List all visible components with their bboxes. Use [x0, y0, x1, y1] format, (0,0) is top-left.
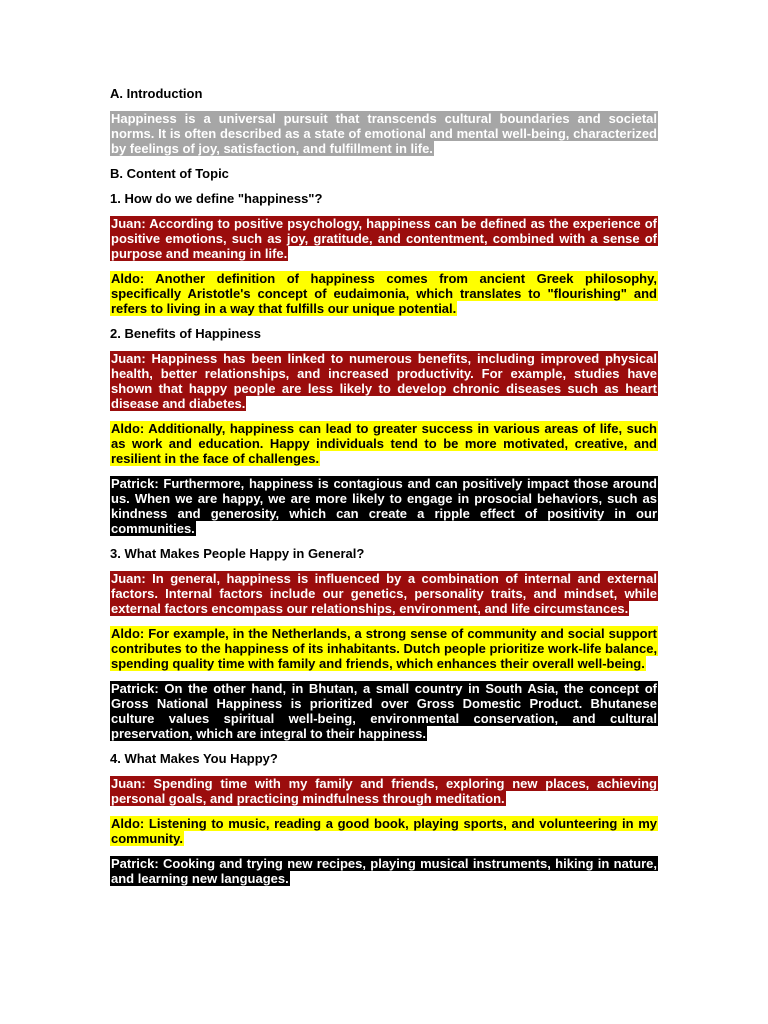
- aldo-text: Aldo: Listening to music, reading a good book, playing sports, and volunteering in my community.: [111, 816, 657, 846]
- patrick-text: Patrick: Furthermore, happiness is contagious and can positively impact those around us. When we are happy, we are more likely to engage in prosocial behaviors, such as kindness and generosity, which can create a ripple effect of positivity in our communities.: [111, 476, 657, 536]
- section-2-juan: [110, 351, 658, 411]
- section-3-heading: 3. What Makes People Happy in General?: [110, 546, 365, 561]
- document-page: [110, 86, 658, 896]
- aldo-text: Aldo: Another definition of happiness comes from ancient Greek philosophy, specifically Aristotle's concept of eudaimonia, which translates to "flourishing" and refers to living in a way that fulfills our unique potential.: [111, 271, 657, 316]
- section-4-juan: [110, 776, 658, 806]
- section-1-juan: [110, 216, 658, 261]
- juan-text: Juan: In general, happiness is influenced by a combination of internal and external factors. Internal factors include our genetics, personality traits, and mindset, while external factors encompass our relationships, environment, and life circumstances.: [111, 571, 657, 616]
- juan-text: Juan: According to positive psychology, happiness can be defined as the experience of positive emotions, such as joy, gratitude, and contentment, combined with a sense of purpose and meaning in life.: [111, 216, 657, 261]
- section-2-heading: 2. Benefits of Happiness: [110, 326, 261, 341]
- section-4-patrick: [110, 856, 658, 886]
- patrick-text: Patrick: On the other hand, in Bhutan, a small country in South Asia, the concept of Gross National Happiness is prioritized over Gross Domestic Product. Bhutanese culture values spiritual well-being, environmental conservation, and cultural preservation, which are integral to their happiness.: [111, 681, 657, 741]
- aldo-text: Aldo: Additionally, happiness can lead to greater success in various areas of life, such as work and education. Happy individuals tend to be more motivated, creative, and resilient in the face of challenges.: [111, 421, 657, 466]
- section-2-aldo: [110, 421, 658, 466]
- section-1-aldo: [110, 271, 658, 316]
- juan-text: Juan: Spending time with my family and friends, exploring new places, achieving personal goals, and practicing mindfulness through meditation.: [111, 776, 657, 806]
- intro-text: Happiness is a universal pursuit that transcends cultural boundaries and societal norms. It is often described as a state of emotional and mental well-being, characterized by feelings of joy, satisfaction, and fulfillment in life.: [111, 111, 657, 156]
- section-3-aldo: [110, 626, 658, 671]
- section-4-aldo: [110, 816, 658, 846]
- section-4-heading: 4. What Makes You Happy?: [110, 751, 278, 766]
- intro-heading: A. Introduction: [110, 86, 203, 101]
- intro-paragraph: [110, 111, 658, 156]
- content-heading: B. Content of Topic: [110, 166, 229, 181]
- juan-text: Juan: Happiness has been linked to numerous benefits, including improved physical health, better relationships, and increased productivity. For example, studies have shown that happy people are less likely to develop chronic diseases such as heart disease and diabetes.: [111, 351, 657, 411]
- section-3-juan: [110, 571, 658, 616]
- aldo-text: Aldo: For example, in the Netherlands, a strong sense of community and social support contributes to the happiness of its inhabitants. Dutch people prioritize work-life balance, spending quality time with family and friends, which enhances their overall well-being.: [111, 626, 658, 671]
- section-2-patrick: [110, 476, 658, 536]
- patrick-text: Patrick: Cooking and trying new recipes, playing musical instruments, hiking in nature, and learning new languages.: [111, 856, 657, 886]
- section-3-patrick: [110, 681, 658, 741]
- section-1-heading: 1. How do we define "happiness"?: [110, 191, 323, 206]
